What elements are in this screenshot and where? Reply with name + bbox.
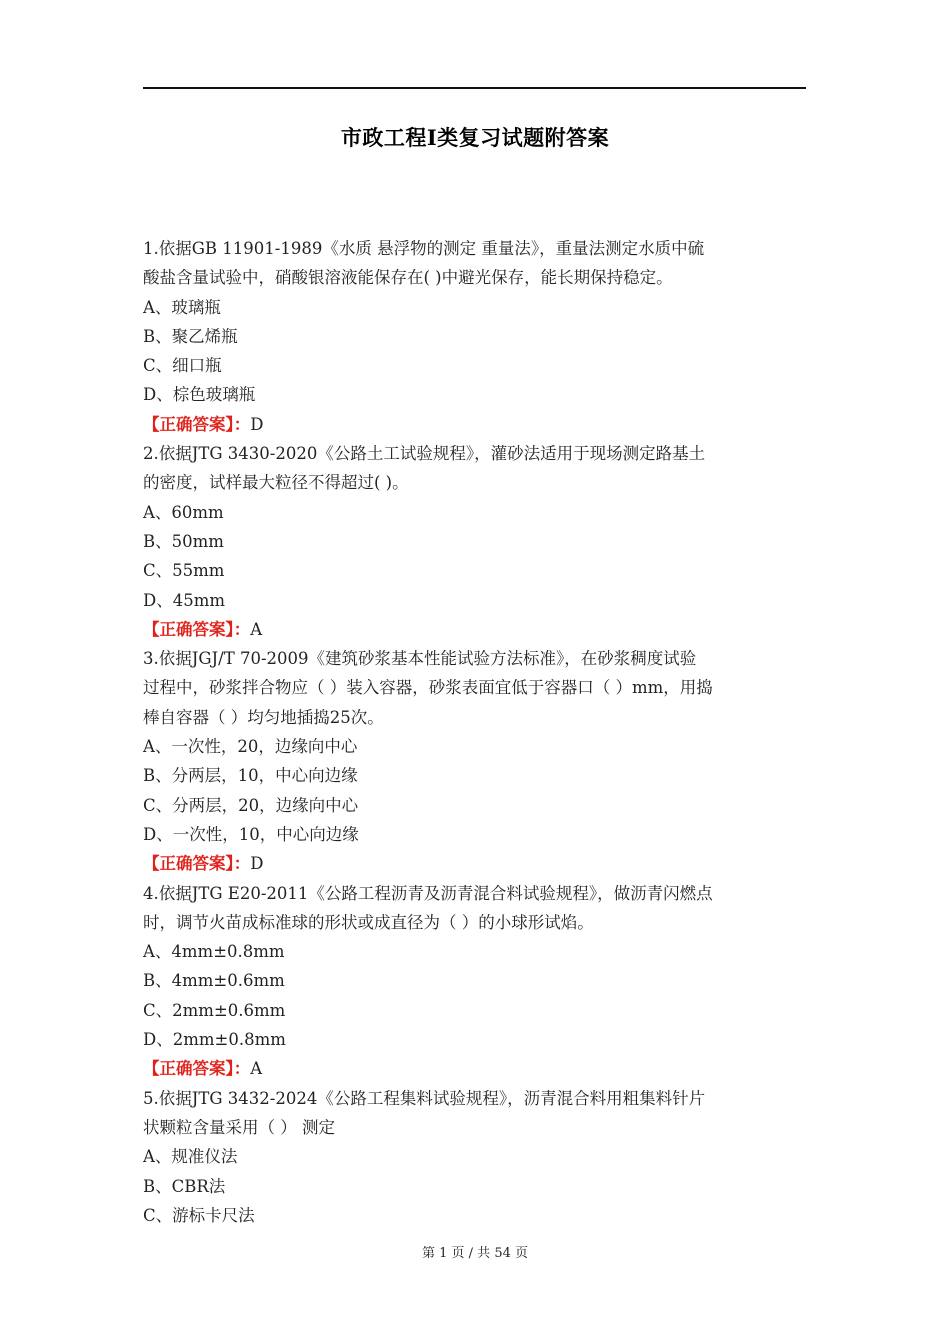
question-4 [143,879,806,1084]
option-d: D、棕色玻璃瓶 [143,385,256,405]
option-c: C、游标卡尺法 [143,1205,255,1225]
option-d: D、45mm [143,590,226,610]
question-stem-line: 3.依据JGJ/T 70-2009《建筑砂浆基本性能试验方法标准》，在砂浆稠度试验 [143,649,697,669]
page-number: 第 1 页 / 共 54 页 [422,1246,528,1261]
option-a: A、60mm [143,502,224,522]
page-footer [0,1245,950,1263]
question-5 [143,1084,806,1230]
option-b: B、CBR法 [143,1176,226,1196]
question-3 [143,644,806,878]
answer-row [143,849,806,878]
option-d: D、一次性，10，中心向边缘 [143,824,359,844]
answer-row [143,1054,806,1083]
answer-label: 【正确答案】： [143,1059,251,1079]
option-c: C、2mm±0.6mm [143,1000,286,1020]
page-title: 市政工程I类复习试题附答案 [340,125,610,150]
answer-row [143,410,806,439]
question-list [143,234,806,1230]
option-a: A、一次性，20，边缘向中心 [143,737,358,757]
question-stem-line: 状颗粒含量采用（ ） 测定 [143,1117,335,1137]
answer-value: A [250,1059,263,1079]
answer-row [143,615,806,644]
option-a: A、规准仪法 [143,1147,238,1167]
option-a: A、玻璃瓶 [143,297,221,317]
option-b: B、聚乙烯瓶 [143,326,238,346]
answer-value: A [250,619,263,639]
question-stem-line: 棒自容器（ ）均匀地插捣25次。 [143,707,384,727]
question-1 [143,234,806,439]
option-b: B、分两层，10，中心向边缘 [143,766,358,786]
option-c: C、分两层，20，边缘向中心 [143,795,359,815]
option-c: C、细口瓶 [143,356,222,376]
option-c: C、55mm [143,561,225,581]
question-2 [143,439,806,644]
question-stem-line: 4.依据JTG E20-2011《公路工程沥青及沥青混合料试验规程》，做沥青闪燃点 [143,883,713,903]
answer-value: D [250,414,264,434]
answer-label: 【正确答案】： [143,414,251,434]
question-stem-line: 时，调节火苗成标准球的形状或成直径为（ ）的小球形试焰。 [143,912,594,932]
option-d: D、2mm±0.8mm [143,1030,286,1050]
answer-label: 【正确答案】： [143,619,251,639]
question-stem-line: 2.依据JTG 3430-2020《公路土工试验规程》，灌砂法适用于现场测定路基土 [143,444,706,464]
option-a: A、4mm±0.8mm [143,942,285,962]
question-stem-line: 的密度，试样最大粒径不得超过( )。 [143,473,409,493]
option-b: B、50mm [143,531,224,551]
answer-label: 【正确答案】： [143,854,251,874]
header-rule [143,87,806,89]
question-stem-line: 5.依据JTG 3432-2024《公路工程集料试验规程》，沥青混合料用粗集料针片 [143,1088,706,1108]
question-stem-line: 酸盐含量试验中，硝酸银溶液能保存在( )中避光保存，能长期保持稳定。 [143,268,673,288]
option-b: B、4mm±0.6mm [143,971,285,991]
question-stem-line: 过程中，砂浆拌合物应（ ）装入容器，砂浆表面宜低于容器口（ ）mm，用捣 [143,678,713,698]
answer-value: D [250,854,264,874]
question-stem-line: 1.依据GB 11901-1989《水质 悬浮物的测定 重量法》，重量法测定水质中硫 [143,239,705,258]
